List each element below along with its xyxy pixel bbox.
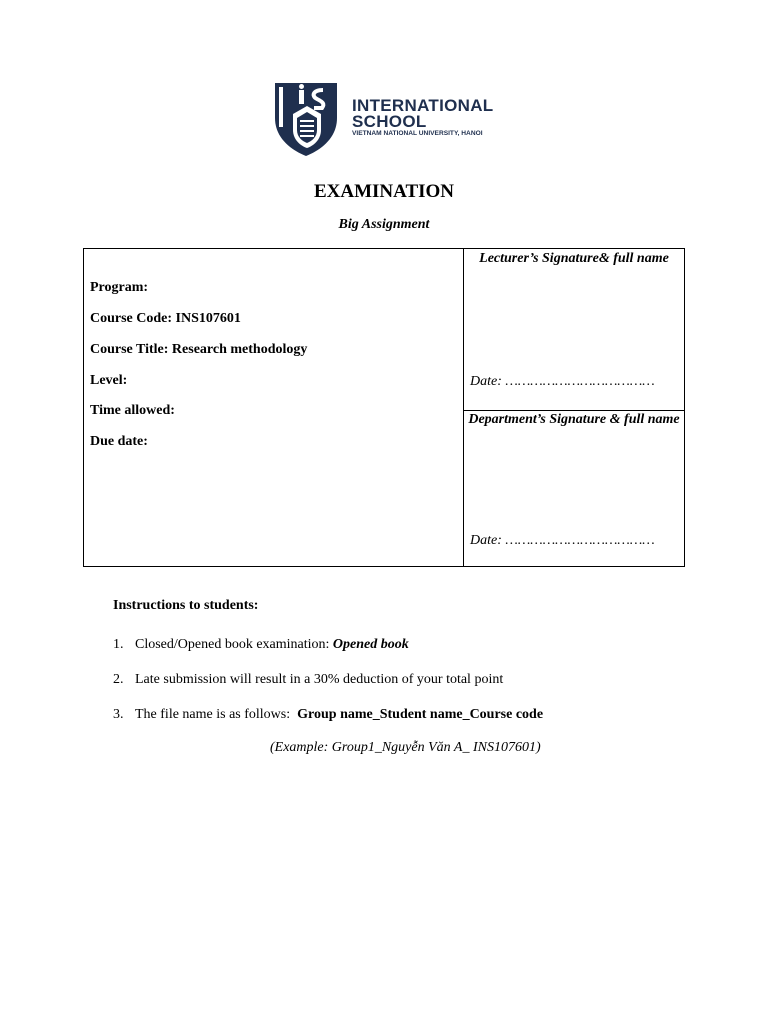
instruction-text: The file name is as follows:	[135, 707, 298, 722]
logo-wordmark	[352, 97, 493, 139]
instruction-emphasis: Opened book	[332, 637, 409, 652]
instruction-text: Late submission will result in a 30% deduction of your total point	[135, 672, 504, 687]
department-signature-heading: Department’s Signature & full name	[468, 412, 680, 427]
level-label: Level:	[90, 373, 128, 388]
instruction-item	[113, 637, 409, 653]
instruction-number: 2.	[113, 672, 124, 687]
due-date-label: Due date:	[90, 434, 148, 449]
page-title: EXAMINATION	[313, 181, 455, 202]
file-name-example: (Example: Group1_Nguyễn Văn A_ INS107601)	[270, 740, 541, 755]
instruction-number: 3.	[113, 707, 124, 722]
logo-line-2: SCHOOL	[352, 112, 427, 131]
department-date: Date: ………………………………	[470, 533, 655, 548]
shield-crest-icon	[273, 80, 343, 158]
instructions-heading: Instructions to students:	[113, 598, 259, 613]
column-divider	[463, 249, 464, 566]
time-allowed-label: Time allowed:	[90, 403, 175, 418]
logo-line-1: INTERNATIONAL	[352, 96, 494, 115]
page-subtitle: Big Assignment	[338, 217, 430, 232]
logo-line-3: VIETNAM NATIONAL UNIVERSITY, HANOI	[352, 130, 483, 137]
course-code: Course Code: INS107601	[90, 311, 241, 326]
school-logo	[273, 80, 503, 158]
exam-info-box	[83, 248, 685, 567]
instruction-number: 1.	[113, 637, 124, 652]
instruction-emphasis: Group name_Student name_Course code	[297, 707, 544, 722]
instruction-item	[113, 672, 503, 688]
lecturer-signature-heading: Lecturer’s Signature& full name	[479, 251, 669, 266]
instruction-item	[113, 707, 543, 723]
instruction-text: Closed/Opened book examination:	[135, 637, 333, 652]
program-label: Program:	[90, 280, 149, 295]
lecturer-date: Date: ………………………………	[470, 374, 655, 389]
course-title: Course Title: Research methodology	[90, 342, 308, 357]
